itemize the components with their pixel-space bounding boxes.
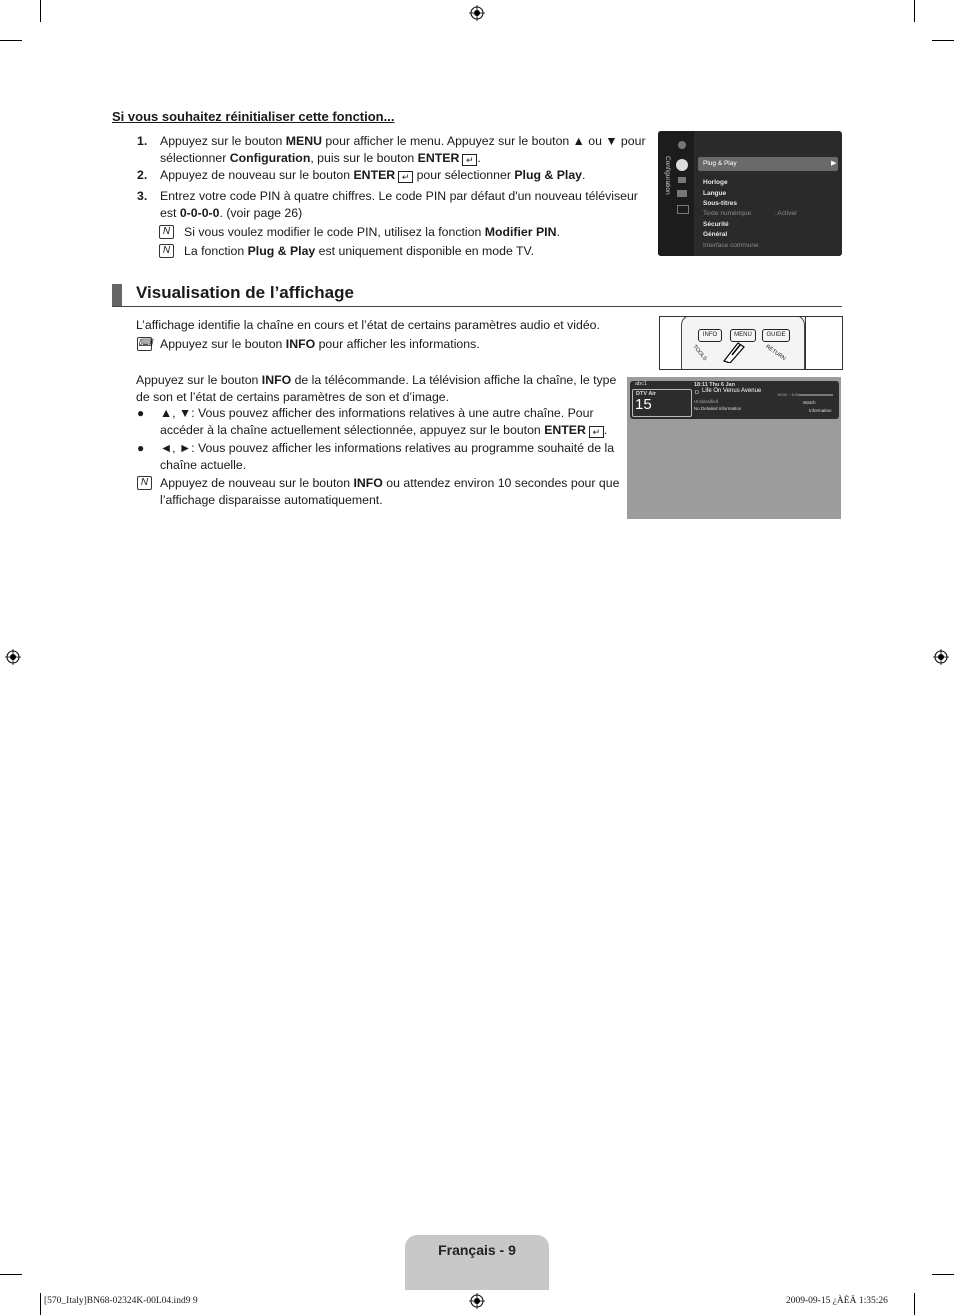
- return-button: RETURN: [764, 343, 787, 363]
- crop-mark: [0, 40, 22, 41]
- osd-information: Information: [809, 408, 832, 413]
- file-info: [570_Italy]BN68-02324K-00L04.ind9 9: [44, 1296, 198, 1306]
- info-paragraph: Appuyez sur le bouton INFO de la télécommande. La télévision affiche la chaîne, le type de son et l’état de certains paramètres de son et d’image.: [136, 373, 617, 404]
- step-3-text: Entrez votre code PIN à quatre chiffres. Le code PIN par défaut d'un nouveau téléviseur est 0-0-0-0. (voir page 26): [160, 189, 638, 220]
- osd-programme: Life On Venus Avenue: [702, 388, 762, 394]
- chevron-right-icon: ▶: [831, 160, 837, 167]
- menu-button: MENU: [730, 329, 756, 342]
- registration-mark-icon: [5, 649, 21, 665]
- enter-icon: ↵: [589, 426, 604, 438]
- info-button: INFO: [698, 329, 722, 342]
- note-icon: N: [159, 244, 174, 258]
- section-title: Visualisation de l’affichage: [136, 283, 354, 302]
- osd-detail: No Detailed Information: [694, 406, 742, 411]
- section-marker: [112, 284, 122, 306]
- note-text: Si vous voulez modifier le code PIN, utilisez la fonction Modifier PIN.: [184, 225, 560, 239]
- intro-text: L’affichage identifie la chaîne en cours et l’état de certains paramètres audio et vidéo.: [136, 318, 600, 332]
- menu-item: Général: [703, 231, 728, 238]
- step-2-text: Appuyez de nouveau sur le bouton ENTER ↵ pour sélectionner Plug & Play.: [160, 168, 586, 182]
- step-number: 1.: [137, 134, 148, 148]
- step-number: 2.: [137, 168, 148, 182]
- menu-item: Interface commune: [703, 242, 759, 249]
- menu-item: Langue: [703, 190, 727, 197]
- registration-mark-icon: [933, 649, 949, 665]
- osd-rating: Unclassified: [694, 399, 719, 404]
- info-note-icon: ⌨: [138, 338, 153, 349]
- tv-osd-screenshot: [627, 377, 841, 519]
- bullet-1-text: ▲, ▼: Vous pouvez afficher des informations relatives à une autre chaîne. Pour accéder à la chaîne actuellement sélectionnée, appuyez sur le bouton ENTER ↵ .: [160, 406, 608, 437]
- registration-mark-icon: [469, 1293, 485, 1309]
- info-note-text: Appuyez sur le bouton INFO pour afficher les informations.: [160, 337, 480, 351]
- note-text: Appuyez de nouveau sur le bouton INFO ou attendez environ 10 secondes pour que l’affichage disparaisse automatiquement.: [160, 476, 620, 507]
- menu-item: Texte numérique: [703, 210, 752, 217]
- menu-item: Sous-titres: [703, 200, 737, 207]
- crop-mark: [932, 1274, 954, 1275]
- bullet-2-text: ◄, ►: Vous pouvez afficher les informations relatives au programme souhaité de la chaîne actuelle.: [160, 441, 615, 472]
- menu-item-value: : Activer: [774, 210, 798, 217]
- remote-illustration: [659, 316, 843, 370]
- menu-item: Sécurité: [703, 221, 729, 228]
- section-divider: [112, 306, 842, 307]
- osd-time-range: 18:00 ~ 6:00: [777, 392, 800, 397]
- crop-mark: [914, 1293, 915, 1315]
- osd-progress: [799, 394, 833, 396]
- tv-menu-screenshot: [658, 131, 842, 256]
- note-icon: N: [137, 476, 152, 490]
- page-label: Français - 9: [438, 1242, 516, 1258]
- step-1-text: Appuyez sur le bouton MENU pour afficher le menu. Appuyez sur le bouton ▲ ou ▼ pour sélectionner Configuration, puis sur le bouton ENTER ↵ .: [160, 134, 646, 165]
- note-icon: N: [159, 225, 174, 239]
- section-heading: Si vous souhaitez réinitialiser cette fonction...: [112, 109, 395, 124]
- satellite-icon: [678, 177, 686, 183]
- registration-mark-icon: [469, 5, 485, 21]
- support-icon: [677, 205, 689, 214]
- crop-mark: [40, 1293, 41, 1315]
- menu-item: Horloge: [703, 179, 728, 186]
- input-icon: [677, 190, 687, 197]
- gear-icon: [676, 159, 688, 171]
- step-number: 3.: [137, 189, 148, 203]
- enter-icon: ↵: [462, 154, 477, 166]
- crop-mark: [932, 40, 954, 41]
- timestamp: 2009-09-15 ¿ÀÈÄ 1:35:26: [786, 1296, 888, 1306]
- osd-channel-number: 15: [635, 396, 652, 413]
- bullet-dot: ●: [137, 406, 145, 420]
- osd-datetime: 18:11 Thu 6 Jan: [694, 382, 735, 388]
- crop-mark: [40, 0, 41, 22]
- menu-selected-item: Plug & Play: [703, 160, 737, 167]
- sound-icon: [678, 141, 686, 149]
- osd-d: D: [695, 390, 699, 396]
- enter-icon: ↵: [398, 171, 413, 183]
- crop-mark: [0, 1274, 22, 1275]
- osd-source: DTV Air: [636, 391, 656, 397]
- osd-channel-name: abc1: [635, 381, 647, 387]
- guide-button: GUIDE: [762, 329, 790, 342]
- tools-button: TOOLS: [691, 344, 708, 363]
- osd-watch: Watch: [803, 400, 816, 405]
- pointing-hand-icon: [718, 335, 754, 363]
- crop-mark: [914, 0, 915, 22]
- menu-side-label: Configuration: [664, 156, 671, 195]
- note-text: La fonction Plug & Play est uniquement disponible en mode TV.: [184, 244, 535, 258]
- bullet-dot: ●: [137, 441, 145, 455]
